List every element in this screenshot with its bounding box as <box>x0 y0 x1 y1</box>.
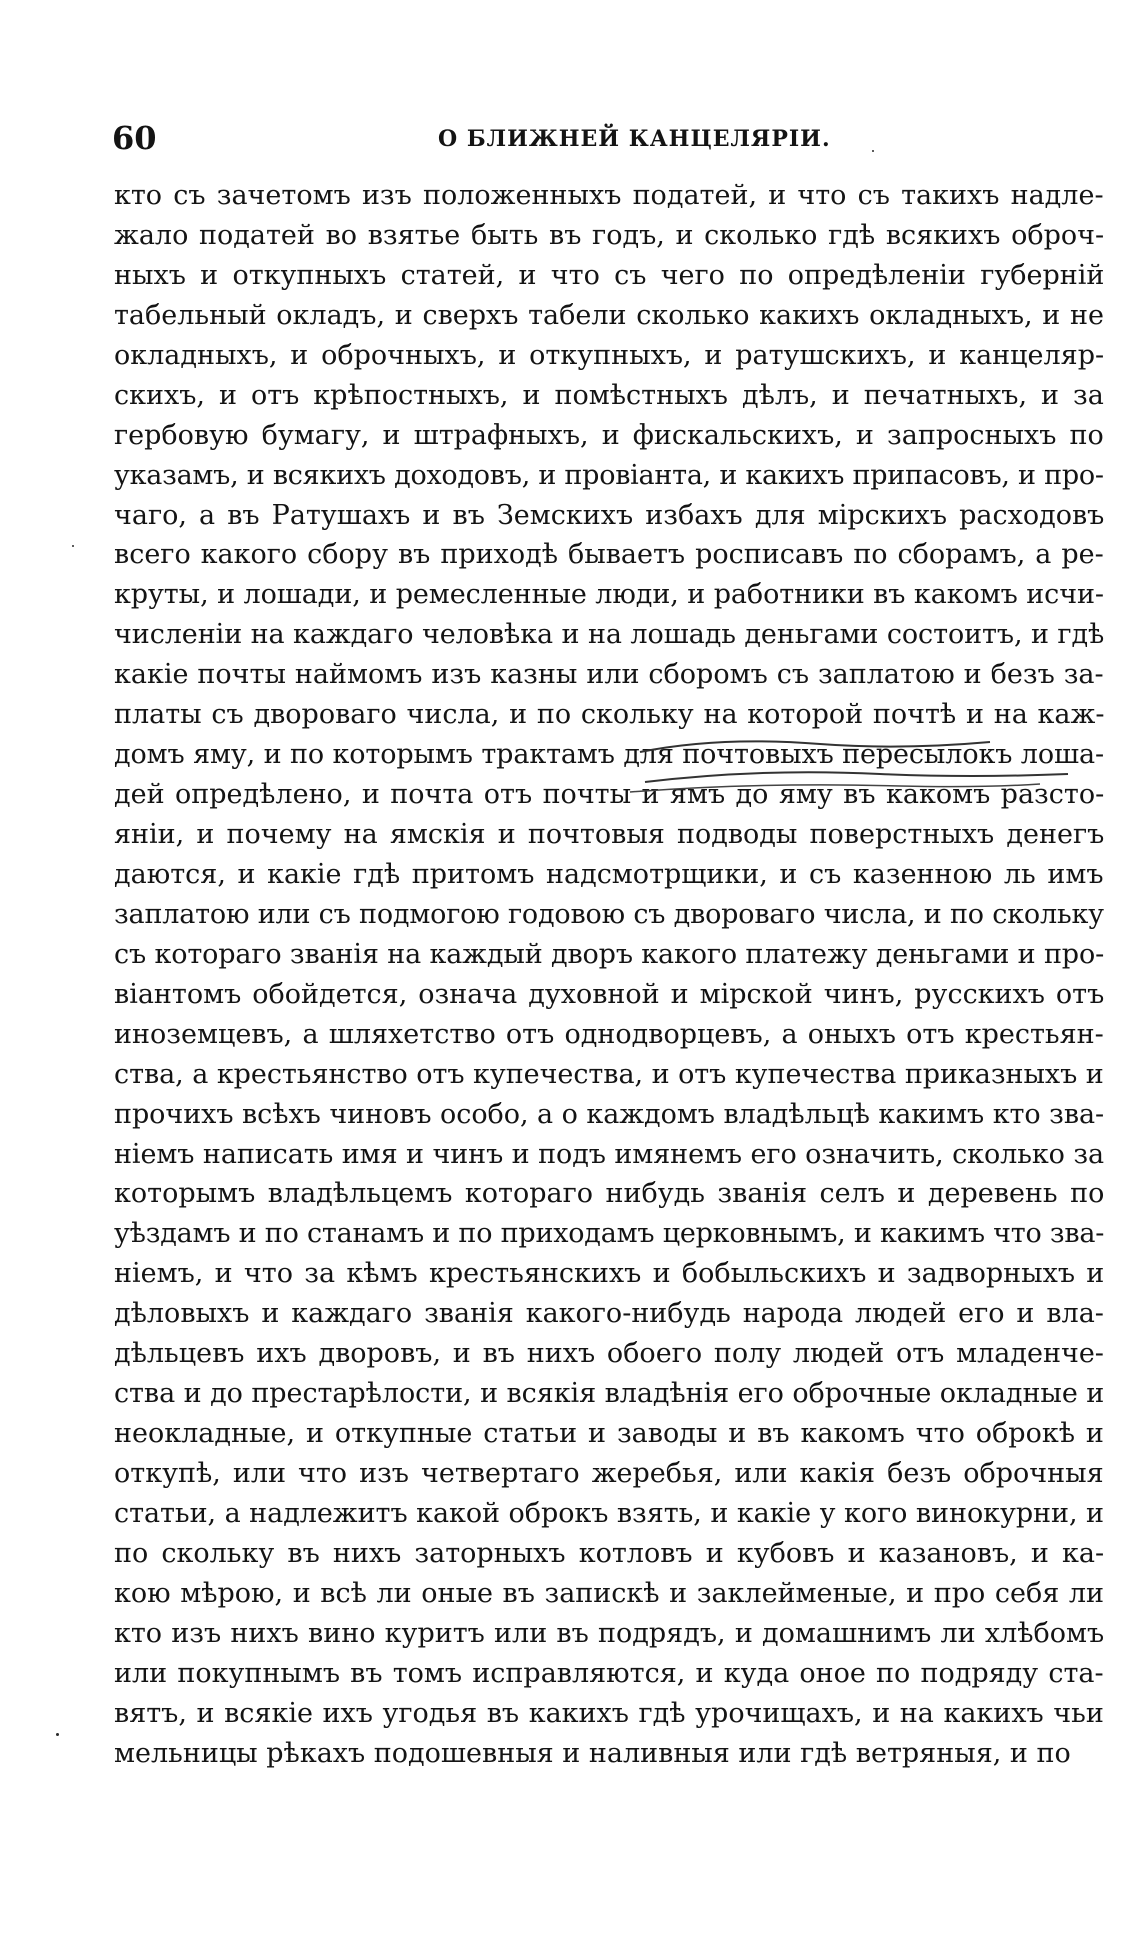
text-line: кто изъ нихъ вино куритъ или въ подрядъ, и домашнимъ ли хлѣбомъ <box>114 1617 1105 1649</box>
page-header <box>112 118 1032 168</box>
text-line: табельный окладъ, и сверхъ табели сколько какихъ окладныхъ, и не <box>114 299 1104 331</box>
text-line: ства, а крестьянство отъ купечества, и отъ купечества приказныхъ и <box>114 1058 1104 1090</box>
body-text <box>114 176 1104 1774</box>
text-line: откупѣ, или что изъ четвертаго жеребья, или какія безъ оброчныя <box>114 1458 1104 1489</box>
text-line: ніемъ написать имя и чинъ и подъ имянемъ его означить, сколько за <box>114 1138 1104 1170</box>
text-line: жало податей во взятье быть въ годъ, и сколько гдѣ всякихъ оброч- <box>114 219 1105 251</box>
page-number: 60 <box>112 119 157 157</box>
text-line: ніемъ, и что за кѣмъ крестьянскихъ и бобыльскихъ и задворныхъ и <box>114 1258 1105 1290</box>
text-line: дѣловыхъ и каждаго званія какого-нибудь народа людей его и вла- <box>114 1298 1104 1330</box>
text-line: прочихъ всѣхъ чиновъ особо, а о каждомъ владѣльцѣ какимъ кто зва- <box>114 1098 1105 1130</box>
text-line: ныхъ и откупныхъ статей, и что съ чего по опредѣленіи губерній <box>114 259 1105 291</box>
text-line: указамъ, и всякихъ доходовъ, и провіанта, и какихъ припасовъ, и про- <box>114 459 1104 491</box>
text-line: даются, и какіе гдѣ притомъ надсмотрщики, и съ казенною ль имъ <box>114 858 1104 890</box>
text-line: какіе почты наймомъ изъ казны или сборомъ съ заплатою и безъ за- <box>114 659 1104 691</box>
text-line: гербовую бумагу, и штрафныхъ, и фискальскихъ, и запросныхъ по <box>114 419 1104 451</box>
text-line: мельницы рѣкахъ подошевныя и наливныя или гдѣ ветряныя, и по <box>114 1737 1071 1769</box>
text-line: которымъ владѣльцемъ котораго нибудь званія селъ и деревень по <box>114 1178 1105 1210</box>
text-line: домъ яму, и по которымъ трактамъ для почтовыхъ пересылокъ лоша- <box>114 739 1104 771</box>
text-line: статьи, а надлежитъ какой оброкъ взять, и какіе у кого винокурни, и <box>114 1497 1104 1529</box>
text-line: по скольку въ нихъ заторныхъ котловъ и кубовъ и казановъ, и ка- <box>114 1537 1105 1569</box>
text-line: съ котораго званія на каждый дворъ какого платежу деньгами и про- <box>114 938 1105 970</box>
text-line: неокладные, и откупные статьи и заводы и въ какомъ что оброкѣ и <box>114 1418 1104 1450</box>
text-line: или покупнымъ въ томъ исправляются, и куда оное по подряду ста- <box>114 1657 1104 1689</box>
text-line: ства и до престарѣлости, и всякія владѣнія его оброчные окладные и <box>114 1378 1105 1410</box>
text-line: платы съ двороваго числа, и по скольку на которой почтѣ и на каж- <box>114 699 1105 731</box>
paper-speck <box>56 1733 59 1736</box>
text-line: уѣздамъ и по станамъ и по приходамъ церковнымъ, и какимъ что зва- <box>114 1218 1105 1250</box>
text-line: всего какого сбору въ приходѣ бываетъ росписавъ по сборамъ, а ре- <box>114 539 1104 571</box>
text-line: окладныхъ, и оброчныхъ, и откупныхъ, и ратушскихъ, и канцеляр- <box>114 339 1105 371</box>
text-line: кто съ зачетомъ изъ положенныхъ податей, и что съ такихъ надле- <box>114 180 1104 211</box>
text-line: кою мѣрою, и всѣ ли оные въ запискѣ и заклейменые, и про себя ли <box>114 1577 1104 1609</box>
running-head: О БЛИЖНЕЙ КАНЦЕЛЯРІИ. <box>438 126 831 152</box>
text-line: дѣльцевъ ихъ дворовъ, и въ нихъ обоего полу людей отъ младенче- <box>114 1338 1104 1370</box>
text-line: численіи на каждаго человѣка и на лошадь деньгами состоитъ, и гдѣ <box>114 619 1105 651</box>
text-line: віантомъ обойдется, означа духовной и мірской чинъ, русскихъ отъ <box>114 978 1105 1010</box>
text-line: заплатою или съ подмогою годовою съ двороваго числа, и по скольку <box>114 898 1104 930</box>
text-line: круты, и лошади, и ремесленные люди, и работники въ какомъ исчи- <box>114 579 1104 611</box>
paper-speck <box>72 545 74 547</box>
paper-speck <box>872 150 874 152</box>
text-line: скихъ, и отъ крѣпостныхъ, и помѣстныхъ дѣлъ, и печатныхъ, и за <box>114 379 1104 411</box>
text-line: дей опредѣлено, и почта отъ почты и ямъ до яму въ какомъ разсто- <box>114 779 1105 811</box>
text-line: иноземцевъ, а шляхетство отъ однодворцевъ, а оныхъ отъ крестьян- <box>114 1018 1104 1050</box>
text-line: вятъ, и всякіе ихъ угодья въ какихъ гдѣ урочищахъ, и на какихъ чьи <box>114 1697 1104 1729</box>
text-line: чаго, а въ Ратушахъ и въ Земскихъ избахъ для мірскихъ расходовъ <box>114 499 1105 531</box>
text-line: яніи, и почему на ямскія и почтовыя подводы поверстныхъ денегъ <box>114 819 1105 850</box>
